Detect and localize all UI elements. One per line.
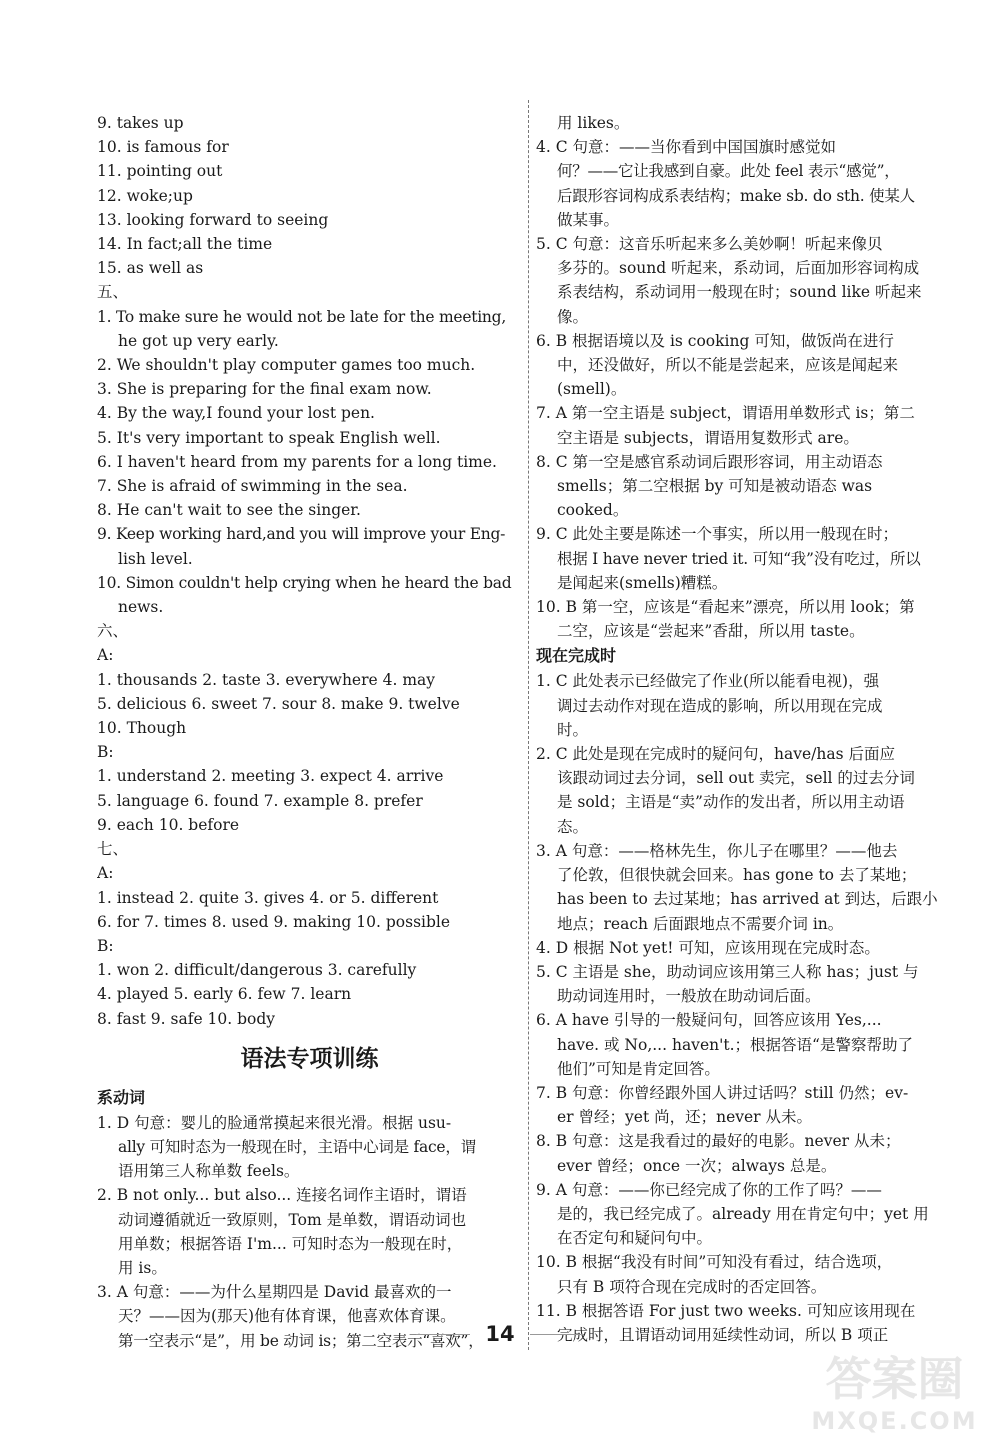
answer-line: he got up very early. — [118, 331, 279, 350]
answer-line: have. 或 No,... haven't.；根据答语“是警察帮助了 — [557, 1035, 913, 1054]
answer-line: 13. looking forward to seeing — [97, 210, 329, 229]
answer-line: 4. played 5. early 6. few 7. learn — [97, 985, 352, 1004]
watermark-url: MXQE.COM — [811, 1407, 978, 1435]
right-column — [536, 111, 958, 1347]
answer-line: 10. is famous for — [97, 138, 229, 157]
answer-line: 他们”可知是肯定回答。 — [557, 1059, 720, 1078]
answer-line: 10. B 根据“我没有时间”可知没有看过，结合选项， — [536, 1253, 893, 1272]
answer-line: 15. as well as — [97, 259, 204, 278]
answer-line: 是 sold；主语是“卖”动作的发出者，所以用主动语 — [557, 793, 905, 812]
answer-line: 用单数；根据答语 I'm... 可知时态为一般现在时， — [118, 1234, 463, 1253]
footer-rule-left — [416, 1334, 470, 1335]
answer-line: 完成时，且谓语动词用延续性动词，所以 B 项正 — [557, 1325, 889, 1344]
answer-line: 二空，应该是“尝起来”香甜，所以用 taste。 — [557, 622, 865, 641]
page-footer — [0, 1322, 1000, 1346]
answer-line: 五、 — [97, 283, 129, 302]
answer-line: 14. In fact;all the time — [97, 235, 273, 254]
answer-line: 7. A 第一空主语是 subject，谓语用单数形式 is；第二 — [536, 404, 915, 423]
answer-line: 1. D 句意：婴儿的脸通常摸起来很光滑。根据 usu- — [97, 1113, 452, 1132]
answer-line: 是闻起来(smells)糟糕。 — [557, 573, 728, 592]
answer-line: er 曾经；yet 尚，还；never 从未。 — [557, 1108, 813, 1127]
answer-line: 8. C 第一空是感官系动词后跟形容词，用主动语态 — [536, 452, 883, 471]
answer-line: 天？——因为(那天)他有体育课，他喜欢体育课。 — [118, 1307, 456, 1326]
answer-line: 8. fast 9. safe 10. body — [97, 1009, 276, 1028]
answer-line: 中，还没做好，所以不能是尝起来，应该是闻起来 — [557, 356, 899, 375]
answer-line: 5. language 6. found 7. example 8. prefer — [97, 791, 423, 810]
answer-line: 7. B 句意：你曾经跟外国人讲过话吗？still 仍然；ev- — [536, 1083, 909, 1102]
answer-line: 七、 — [97, 840, 129, 859]
answer-line: 1. instead 2. quite 3. gives 4. or 5. different — [97, 888, 439, 907]
left-column — [97, 111, 522, 1353]
answer-line: 动词遵循就近一致原则，Tom 是单数，谓语动词也 — [118, 1210, 467, 1229]
answer-line: ally 可知时态为一般现在时，主语中心词是 face，谓 — [118, 1137, 476, 1156]
answer-line: 10. Though — [97, 719, 187, 738]
answer-line: (smell)。 — [557, 380, 627, 399]
column-divider — [528, 100, 529, 1350]
answer-line: 1. thousands 2. taste 3. everywhere 4. may — [97, 670, 436, 689]
answer-line: 9. C 此处主要是陈述一个事实，所以用一般现在时； — [536, 525, 899, 544]
answer-line: A: — [97, 646, 114, 665]
answer-line: 2. We shouldn't play computer games too much. — [97, 356, 476, 375]
answer-line: ever 曾经；once 一次；always 总是。 — [557, 1156, 837, 1175]
answer-line: 11. B 根据答语 For just two weeks. 可知应该用现在 — [536, 1301, 916, 1320]
answer-line: 6. A have 引导的一般疑问句，回答应该用 Yes,... — [536, 1011, 882, 1030]
answer-line: 多芬的。sound 听起来，系动词，后面加形容词构成 — [557, 259, 920, 278]
answer-line: 9. takes up — [97, 114, 184, 132]
answer-line: 用 likes。 — [557, 114, 630, 132]
answer-line: 1. won 2. difficult/dangerous 3. carefully — [97, 961, 417, 980]
answer-line: 做某事。 — [557, 210, 620, 229]
page-number: 14 — [485, 1322, 515, 1346]
answer-line: 9. Keep working hard,and you will improve your Eng- — [97, 525, 506, 544]
answer-line: 该跟动词过去分词，sell out 卖完，sell 的过去分词 — [557, 769, 915, 788]
answer-line: 11. pointing out — [97, 162, 223, 181]
answer-line: 像。 — [557, 307, 589, 326]
answer-line: 是的，我已经完成了。already 用在肯定句中；yet 用 — [557, 1204, 929, 1223]
answer-line: has been to 去过某地；has arrived at 到达，后跟小 — [557, 890, 938, 909]
answer-line: 用 is。 — [118, 1258, 167, 1277]
answer-line: 调过去动作对现在造成的影响，所以用现在完成 — [557, 696, 883, 715]
answer-line: cooked。 — [557, 501, 629, 520]
answer-line: 12. woke;up — [97, 186, 193, 205]
answer-line: 在否定句和疑问句中。 — [557, 1229, 713, 1248]
section-heading: 现在完成时 — [536, 646, 617, 666]
answer-line: 8. He can't wait to see the singer. — [97, 501, 361, 520]
answer-line: 4. By the way,I found your lost pen. — [97, 404, 375, 423]
answer-line: 1. C 此处表示已经做完了作业(所以能看电视)，强 — [536, 672, 880, 691]
section-title: 语法专项训练 — [240, 1045, 379, 1072]
answer-line: 3. A 句意：——格林先生，你儿子在哪里？——他去 — [536, 841, 898, 860]
answer-line: 3. She is preparing for the final exam now. — [97, 380, 432, 399]
answer-line: 6. I haven't heard from my parents for a long time. — [97, 452, 497, 471]
answer-line: lish level. — [118, 549, 193, 568]
answer-line: 3. A 句意：——为什么星期四是 David 最喜欢的一 — [97, 1283, 452, 1302]
answer-line: 2. C 此处是现在完成时的疑问句，have/has 后面应 — [536, 745, 895, 764]
answer-line: 空主语是 subjects，谓语用复数形式 are。 — [557, 428, 859, 447]
answer-line: 5. C 主语是 she，助动词应该用第三人称 has；just 与 — [536, 962, 919, 981]
section-heading: 系动词 — [97, 1087, 146, 1107]
answer-line: 4. C 句意：——当你看到中国国旗时感觉如 — [536, 138, 837, 157]
answer-line: 2. B not only... but also... 连接名词作主语时，谓语 — [97, 1186, 467, 1205]
answer-line: news. — [118, 598, 164, 617]
answer-line: 了伦敦，但很快就会回来。has gone to 去了某地； — [557, 866, 917, 885]
answer-line: 六、 — [97, 622, 129, 641]
answer-line: 何？——它让我感到自豪。此处 feel 表示“感觉”， — [557, 162, 900, 181]
answer-line: 5. C 句意：这音乐听起来多么美妙啊！听起来像贝 — [536, 235, 883, 254]
answer-line: 只有 B 项符合现在完成时的否定回答。 — [557, 1277, 827, 1296]
answer-line: 5. It's very important to speak English well. — [97, 428, 441, 447]
answer-line: 6. B 根据语境以及 is cooking 可知，做饭尚在进行 — [536, 331, 894, 350]
answer-line: 9. A 句意：——你已经完成了你的工作了吗？—— — [536, 1180, 882, 1199]
answer-line: A: — [97, 864, 114, 883]
answer-line: 根据 I have never tried it. 可知“我”没有吃过，所以 — [557, 549, 921, 568]
answer-line: 1. understand 2. meeting 3. expect 4. arrive — [97, 767, 444, 786]
answer-line: 后跟形容词构成系表结构；make sb. do sth. 使某人 — [557, 186, 915, 205]
answer-line: 时。 — [557, 720, 589, 739]
answer-line: 态。 — [557, 817, 589, 836]
answer-line: smells；第二空根据 by 可知是被动语态 was — [557, 477, 873, 496]
watermark-logo — [797, 1350, 992, 1442]
footer-rule-right — [530, 1334, 584, 1335]
answer-line: 1. To make sure he would not be late for the meeting, — [97, 307, 507, 326]
answer-line: 5. delicious 6. sweet 7. sour 8. make 9. twelve — [97, 694, 460, 713]
answer-line: 6. for 7. times 8. used 9. making 10. possible — [97, 912, 451, 931]
answer-line: 语用第三人称单数 feels。 — [118, 1162, 300, 1181]
answer-line: B: — [97, 743, 114, 762]
answer-line: 7. She is afraid of swimming in the sea. — [97, 477, 408, 496]
answer-line: 系表结构，系动词用一般现在时；sound like 听起来 — [557, 283, 922, 302]
answer-line: 9. each 10. before — [97, 815, 240, 834]
answer-line: 助动词连用时，一般放在助动词后面。 — [557, 987, 821, 1006]
answer-line: 地点；reach 后面跟地点不需要介词 in。 — [557, 914, 844, 933]
answer-line: 第一空表示“是”，用 be 动词 is；第二空表示“喜欢”， — [118, 1331, 484, 1350]
answer-line: 8. B 句意：这是我看过的最好的电影。never 从未； — [536, 1132, 901, 1151]
answer-line: 4. D 根据 Not yet! 可知，应该用现在完成时态。 — [536, 938, 880, 957]
answer-line: 10. Simon couldn't help crying when he heard the bad — [97, 573, 512, 592]
watermark-title: 答案圈 — [825, 1352, 964, 1406]
answer-line: 10. B 第一空，应该是“看起来”漂亮，所以用 look；第 — [536, 598, 915, 617]
answer-line: B: — [97, 936, 114, 955]
